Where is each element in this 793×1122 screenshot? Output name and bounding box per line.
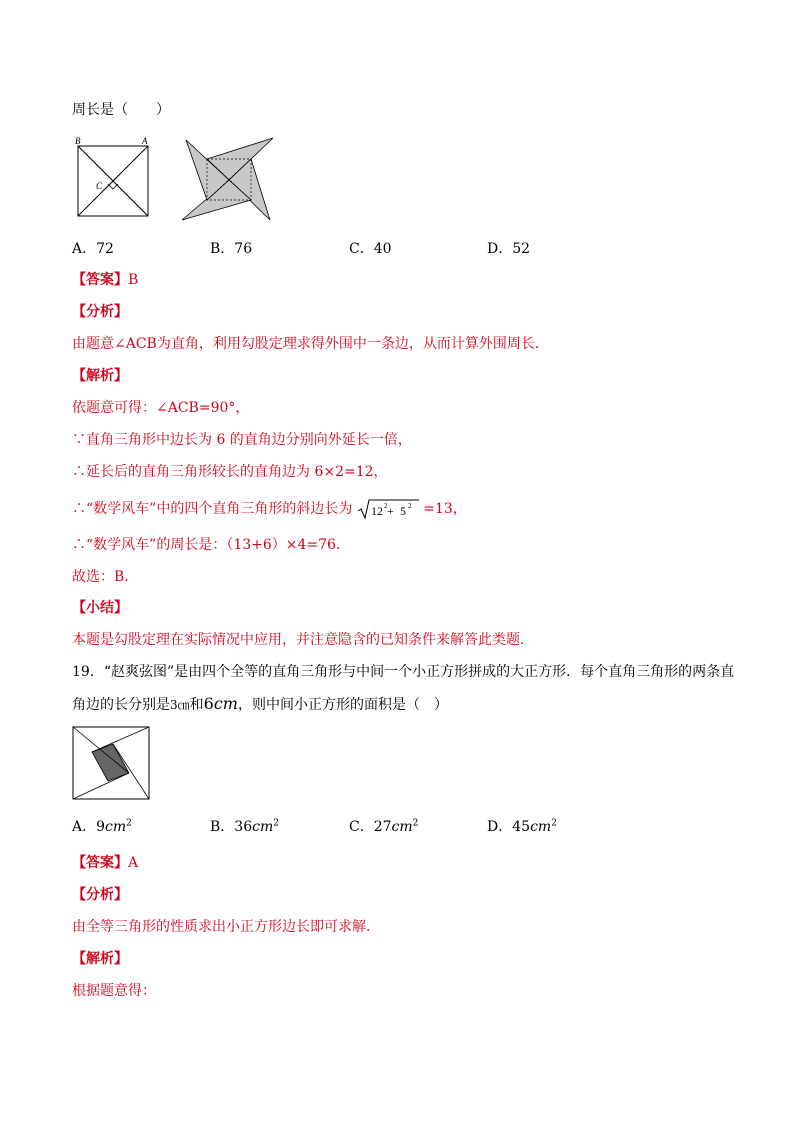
- q18-option-d[interactable]: D．52: [487, 241, 531, 257]
- q18-options: [72, 238, 592, 258]
- sqrt-expression: [357, 498, 419, 520]
- q19-stem-line-2: 角边的长分别是3㎝和6cm，则中间小正方形的面积是（ ）: [72, 694, 448, 713]
- q18-answer: 【答案】B: [72, 272, 139, 288]
- q18-solution-line-5: 故选：B．: [72, 569, 139, 585]
- q19-options: [72, 816, 592, 836]
- sqrt-plus: +: [386, 504, 394, 518]
- q19-stem-line-1: 19．“赵爽弦图”是由四个全等的直角三角形与中间一个小正方形拼成的大正方形．每个直角三角形的两条直: [72, 664, 735, 680]
- sqrt-exp-a: 2: [383, 502, 388, 510]
- q18-option-a[interactable]: A．72: [72, 241, 114, 257]
- figure-pinwheel: [180, 134, 276, 224]
- q19-option-b[interactable]: B．$36cm^2$: [210, 818, 279, 835]
- sqrt-term-a: 12: [370, 504, 383, 518]
- q19-analysis-text: 由全等三角形的性质求出小正方形边长即可求解．: [72, 919, 380, 935]
- q18-option-c[interactable]: C．40: [349, 241, 392, 257]
- q19-solution-label: 【解析】: [72, 951, 128, 967]
- sqrt-exp-b: 2: [407, 502, 412, 510]
- q18-analysis-text: 由题意∠ACB为直角，利用勾股定理求得外围中一条边，从而计算外围周长．: [72, 336, 549, 352]
- q18-solution-line-3: ∴延长后的直角三角形较长的直角边为 6×2=12，: [72, 464, 388, 480]
- q18-solution-label: 【解析】: [72, 368, 128, 384]
- q19-solution-start: 根据题意得：: [72, 983, 156, 999]
- q18-analysis-label: 【分析】: [72, 304, 128, 320]
- q19-option-c[interactable]: C．$27cm^2$: [349, 818, 419, 835]
- label-b: B: [75, 136, 81, 146]
- q19-answer: 【答案】A: [72, 855, 139, 871]
- figure-zhao-shuang: [72, 726, 152, 802]
- q18-solution-line-4: ∴“数学风车”的周长是：（13+6）×4=76．: [72, 537, 350, 553]
- q18-option-b[interactable]: B．76: [210, 241, 253, 257]
- q18-summary-label: 【小结】: [72, 600, 128, 616]
- sqrt-term-b: 5: [399, 504, 406, 518]
- q19-option-a[interactable]: A．$9cm^2$: [72, 818, 132, 835]
- q18-summary-text: 本题是勾股定理在实际情况中应用，并注意隐含的已知条件来解答此类题．: [72, 632, 534, 648]
- q18-stem-tail: 周长是（ ）: [72, 102, 170, 118]
- q18-solution-line-1: 依题意可得：∠ACB=90°，: [72, 400, 250, 416]
- label-c: C: [96, 181, 103, 191]
- sqrt-sign: [357, 498, 419, 520]
- q18-hypotenuse-line: ∴“数学风车”中的四个直角三角形的斜边长为 12 2 + 5 2 =13，: [72, 498, 467, 520]
- label-a: A: [142, 136, 148, 146]
- figure-square-diagonals: [72, 134, 152, 220]
- q18-solution-line-2: ∵直角三角形中边长为 6 的直角边分别向外延长一倍，: [72, 432, 412, 448]
- q19-option-d[interactable]: D．$45cm^2$: [487, 818, 557, 835]
- q19-analysis-label: 【分析】: [72, 887, 128, 903]
